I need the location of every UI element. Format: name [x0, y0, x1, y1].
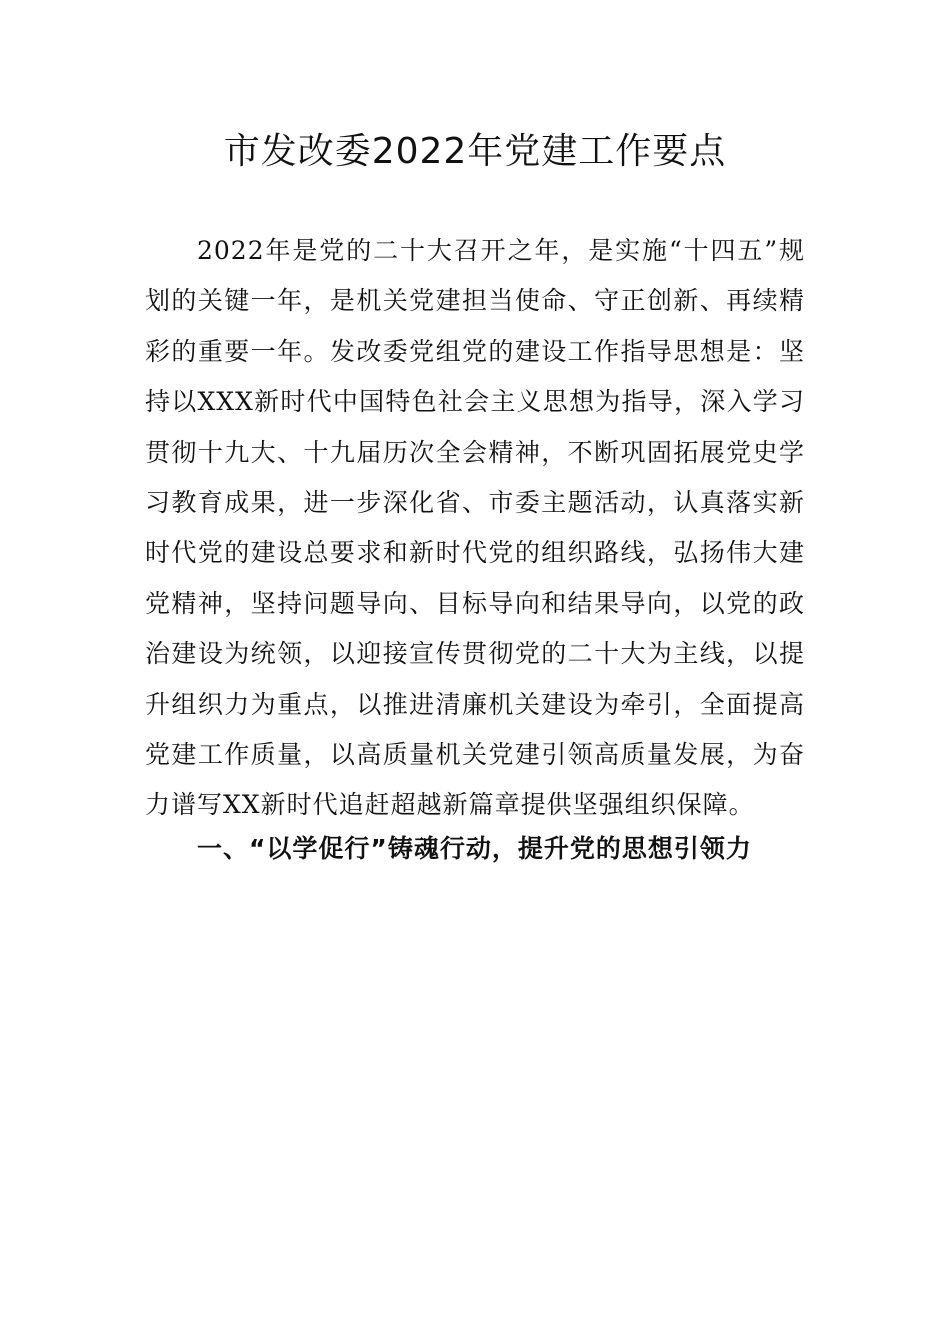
body-paragraph: 2022年是党的二十大召开之年，是实施“十四五”规划的关键一年，是机关党建担当使命、守正创新、再续精彩的重要一年。发改委党组党的建设工作指导思想是：坚持以XXX新时代中国特色社会主义思想为指导，深入学习贯彻十九大、十九届历次全会精神，不断巩固拓展党史学习教育成果，进一步深化省、市委主题活动，认真落实新时代党的建设总要求和新时代党的组织路线，弘扬伟大建党精神，坚持问题导向、目标导向和结果导向，以党的政治建设为统领，以迎接宣传贯彻党的二十大为主线，以提升组织力为重点，以推进清廉机关建设为牵引，全面提高党建工作质量，以高质量机关党建引领高质量发展，为奋力谱写XX新时代追赶超越新篇章提供坚强组织保障。 [145, 236, 805, 820]
document-title: 市发改委2022年党建工作要点 [223, 131, 727, 172]
section-heading: 一、“以学促行”铸魂行动，提升党的思想引领力 [197, 834, 752, 863]
